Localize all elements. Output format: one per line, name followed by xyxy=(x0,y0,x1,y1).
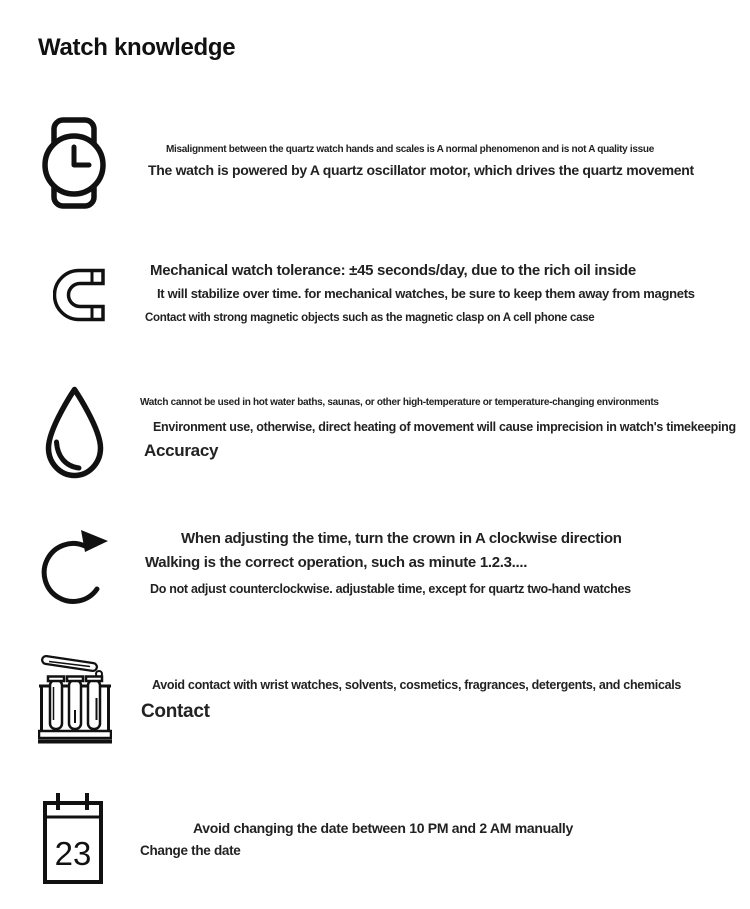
section-text-line: Environment use, otherwise, direct heating of movement will cause imprecision in watch's timekeeping xyxy=(153,420,736,435)
calendar-day: 23 xyxy=(54,835,92,872)
section-text-line: Mechanical watch tolerance: ±45 seconds/day, due to the rich oil inside xyxy=(150,262,636,279)
section-text-line: Avoid changing the date between 10 PM and 2 AM manually xyxy=(193,820,573,836)
section-text-line: Contact xyxy=(141,701,210,723)
clockwise-rotate-icon xyxy=(40,528,111,610)
section-change-date xyxy=(130,820,573,860)
section-accuracy xyxy=(130,397,736,462)
section-quartz-movement xyxy=(130,144,694,179)
section-text-line: Misalignment between the quartz watch hands and scales is A normal phenomenon and is not A quality issue xyxy=(166,144,654,155)
section-contact xyxy=(130,678,681,723)
page-title: Watch knowledge xyxy=(38,34,236,61)
section-text-line: Avoid contact with wrist watches, solvents, cosmetics, fragrances, detergents, and chemicals xyxy=(152,678,682,692)
section-text-line: The watch is powered by A quartz oscillator motor, which drives the quartz movement xyxy=(148,162,694,179)
section-text-line: Watch cannot be used in hot water baths, saunas, or other high-temperature or temperature-changing environments xyxy=(140,397,659,408)
wristwatch-icon xyxy=(42,117,106,209)
section-text-line: Change the date xyxy=(140,843,241,859)
section-text-line: Walking is the correct operation, such as minute 1.2.3.... xyxy=(145,554,528,572)
magnet-icon xyxy=(53,268,105,322)
calendar-icon xyxy=(42,790,104,885)
section-text-line: It will stabilize over time. for mechanical watches, be sure to keep them away from magnets xyxy=(157,286,695,302)
section-text-line: Contact with strong magnetic objects such as the magnetic clasp on A cell phone case xyxy=(145,312,595,325)
section-magnetism xyxy=(130,262,695,325)
section-text-line: When adjusting the time, turn the crown in A clockwise direction xyxy=(181,530,622,547)
water-drop-icon xyxy=(42,385,107,483)
section-text-line: Accuracy xyxy=(144,441,219,461)
section-text-line: Do not adjust counterclockwise. adjustable time, except for quartz two-hand watches xyxy=(150,581,631,596)
section-crown-adjustment xyxy=(130,530,631,597)
chemicals-test-tubes-icon xyxy=(38,650,112,744)
